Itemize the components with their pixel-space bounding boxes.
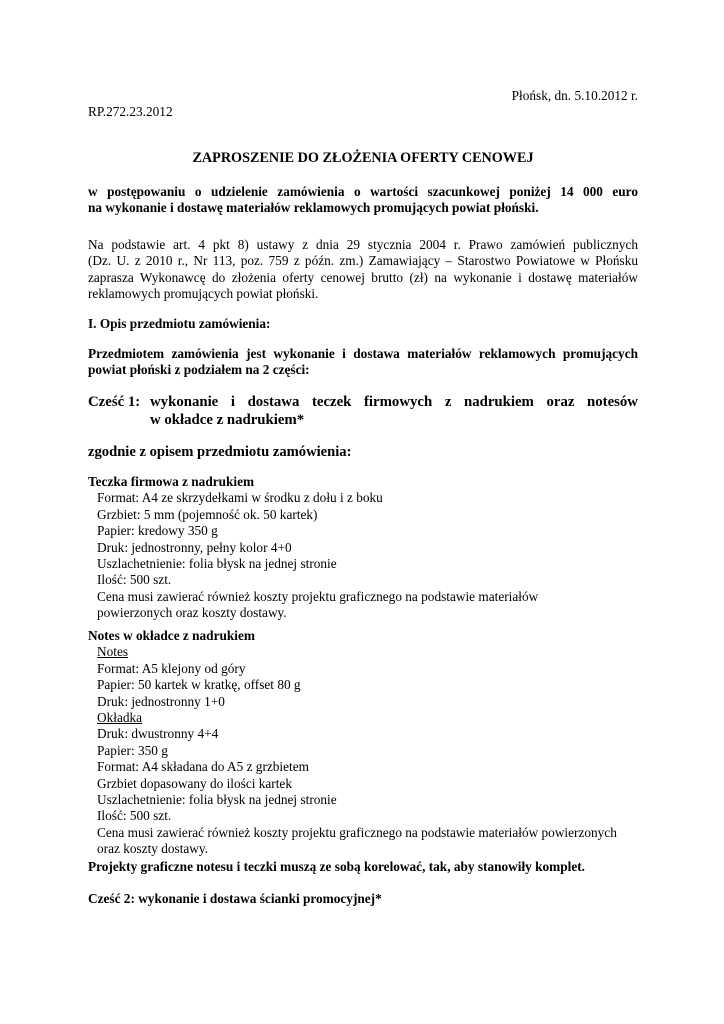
part1-label: Cześć 1: bbox=[88, 394, 141, 410]
document-title: ZAPROSZENIE DO ZŁOŻENIA OFERTY CENOWEJ bbox=[192, 150, 534, 166]
cover-item: Cena musi zawierać również koszty projektu graficznego na podstawie materiałów powierzonych bbox=[97, 824, 617, 840]
per-description: zgodnie z opisem przedmiotu zamówienia: bbox=[88, 444, 352, 460]
coherence-note: Projekty graficzne notesu i teczki muszą ze sobą korelować, tak, aby stanowiły komplet. bbox=[88, 859, 585, 874]
subtitle bbox=[88, 184, 638, 217]
notes-item: Papier: 50 kartek w kratkę, offset 80 g bbox=[97, 677, 301, 693]
folder-item: Druk: jednostronny, pełny kolor 4+0 bbox=[97, 539, 292, 555]
notebook-spec bbox=[88, 628, 638, 858]
part1-text bbox=[150, 393, 638, 429]
subtitle-line: na wykonanie i dostawę materiałów reklamowych promujących powiat płoński. bbox=[88, 200, 539, 216]
folder-item: Cena musi zawierać również koszty projektu graficznego na podstawie materiałów bbox=[97, 588, 539, 604]
folder-item: Grzbiet: 5 mm (pojemność ok. 50 kartek) bbox=[97, 506, 318, 522]
intro-line: Na podstawie art. 4 pkt 8) ustawy z dnia 29 stycznia 2004 r. Prawo zamówień publicznych bbox=[88, 237, 638, 252]
folder-item: Ilość: 500 szt. bbox=[97, 572, 172, 588]
cover-item: Grzbiet dopasowany do ilości kartek bbox=[97, 775, 292, 791]
folder-item: powierzonych oraz koszty dostawy. bbox=[97, 605, 287, 621]
cover-item: Papier: 350 g bbox=[97, 742, 168, 758]
part2-heading: Cześć 2: wykonanie i dostawa ścianki promocyjnej* bbox=[88, 891, 382, 906]
subtitle-line: w postępowaniu o udzielenie zamówienia o wartości szacunkowej poniżej 14 000 euro bbox=[88, 184, 638, 199]
section-heading: I. Opis przedmiotu zamówienia: bbox=[88, 316, 271, 331]
folder-item: Format: A4 ze skrzydełkami w środku z dołu i z boku bbox=[97, 490, 383, 506]
intro-line: reklamowych promujących powiat płoński. bbox=[88, 286, 319, 302]
intro-line: (Dz. U. z 2010 r., Nr 113, poz. 759 z późn. zm.) Zamawiający – Starostwo Powiatowe w Płońsku bbox=[88, 253, 638, 269]
subject-line: Przedmiotem zamówienia jest wykonanie i dostawa materiałów reklamowych promujących bbox=[88, 346, 638, 361]
cover-item: oraz koszty dostawy. bbox=[97, 841, 209, 857]
reference-number: RP.272.23.2012 bbox=[88, 104, 173, 119]
cover-item: Format: A4 składana do A5 z grzbietem bbox=[97, 759, 309, 775]
part1-line: wykonanie i dostawa teczek firmowych z nadrukiem oraz notesów bbox=[150, 394, 638, 410]
folder-items bbox=[88, 490, 638, 621]
notebook-title: Notes w okładce z nadrukiem bbox=[88, 628, 255, 643]
intro-line: zaprasza Wykonawcę do złożenia oferty cenowej brutto (zł) na wykonanie i dostawę materiałów bbox=[88, 269, 638, 285]
folder-spec bbox=[88, 474, 638, 622]
cover-label: Okładka bbox=[97, 710, 143, 726]
notebook-items bbox=[88, 644, 638, 857]
subject-line: powiat płoński z podziałem na 2 części: bbox=[88, 362, 310, 378]
cover-item: Ilość: 500 szt. bbox=[97, 808, 172, 824]
notes-label: Notes bbox=[97, 644, 129, 660]
folder-item: Papier: kredowy 350 g bbox=[97, 523, 218, 539]
part1-heading bbox=[88, 393, 638, 429]
intro-paragraph bbox=[88, 237, 638, 303]
folder-title: Teczka firmowa z nadrukiem bbox=[88, 474, 255, 489]
cover-item: Druk: dwustronny 4+4 bbox=[97, 726, 219, 742]
notes-item: Format: A5 klejony od góry bbox=[97, 660, 246, 676]
folder-item: Uszlachetnienie: folia błysk na jednej stronie bbox=[97, 556, 337, 572]
subject-paragraph bbox=[88, 346, 638, 379]
notes-item: Druk: jednostronny 1+0 bbox=[97, 693, 225, 709]
cover-item: Uszlachetnienie: folia błysk na jednej stronie bbox=[97, 792, 337, 808]
part1-line: w okładce z nadrukiem* bbox=[150, 412, 305, 428]
place-date: Płońsk, dn. 5.10.2012 r. bbox=[511, 88, 638, 103]
